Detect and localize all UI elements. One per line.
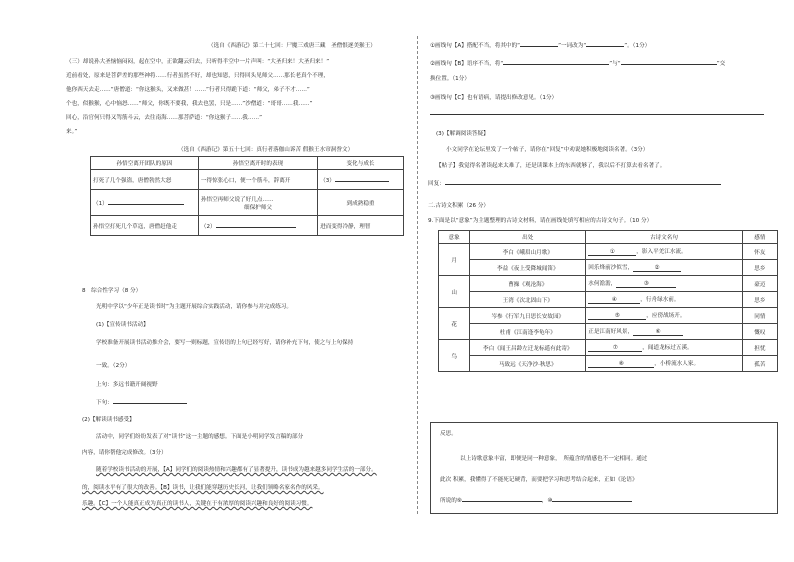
table-header: 古诗文名句 — [586, 231, 742, 244]
reply-field[interactable]: 回复： — [428, 180, 721, 188]
table-header: 感情 — [742, 231, 777, 244]
page-divider — [417, 36, 418, 514]
table-header: 意象 — [439, 231, 470, 244]
q8-2-body: 活动中，同学们纷纷发表了对“读书”这一主题的感想。下面是小明同学发言稿的部分 — [96, 434, 304, 440]
q8-2-body: 内容，请你帮他完成修改。（3分） — [82, 450, 167, 456]
source-cell: 李益《夜上受降城闻笛》 — [470, 260, 586, 276]
poem-table — [438, 230, 778, 372]
poem-cell[interactable]: 回乐烽前沙似雪， ② — [586, 260, 742, 276]
table-header: 孙悟空离开时的表现 — [198, 157, 317, 170]
table-cell: 到成熟稳重 — [318, 190, 404, 216]
r-question-1[interactable]: ①画线句【A】搭配不当，将其中的“ ”一词改为“ ”。（1分） — [430, 43, 651, 49]
emotion-cell: 怀友 — [742, 244, 777, 260]
source-cell: 李白《峨眉山月歌》 — [470, 244, 586, 260]
passage-line: （三）却说孙大圣恼恼闷闷，起在空中，正欲翻云归去，只听得半空中一片声叫：“大圣归来！大圣归来！” — [66, 59, 330, 65]
q3-title: (3)【解调阅读答疑】 — [436, 131, 489, 137]
source-cell: 岑参《行军九日思长安故园》 — [470, 308, 586, 324]
reflection-title: 反思。 — [440, 431, 457, 437]
q8-1-up: 上句：多远书籍开阔视野 — [96, 382, 158, 388]
table-cell: 孙悟空打死几个草寇，唐僧赶他走 — [91, 216, 199, 236]
table-cell: 进而变得冷静，理智 — [318, 216, 404, 236]
source-line-1: （选自《西游记》第二十七回：尸魔三戏唐三藏 圣僧恨逐美猴王） — [208, 43, 376, 49]
table-cell-blank[interactable]: （2） — [198, 216, 317, 236]
q8-1-down[interactable]: 下句： — [96, 399, 187, 407]
emotion-cell: 孤苦 — [742, 356, 777, 372]
source-line-2: （选自《西游记》第五十七回：真行者落伽山诉苦 假猴王水帘洞誊文） — [178, 147, 354, 153]
q8-2-para: 的，阅读水平有了很大的改善。【B】读书，让我们能穿越历史长河，让我们领略名家名作的风采。 — [82, 485, 324, 491]
image-cell: 山 — [439, 276, 470, 308]
answer-line[interactable] — [430, 114, 764, 115]
passage-line: 个也，似猴猴，心中恼怒……“师父，你既不要我，我去也罢，只是……”沙僧道：“哥哥……我……” — [66, 101, 313, 107]
poem-cell[interactable]: ① ，影入平羌江水流。 — [586, 244, 742, 260]
r-question-2b: 换位置。（1分） — [430, 76, 470, 82]
table-cell: 打死了几个强盗，唐僧勃然大怒 — [91, 170, 199, 190]
table-cell: 一得惊张心口，便一个筋斗，辞离开 — [198, 170, 317, 190]
q8-2-para: 乐趣。【C】一个人能真正成为真正的读书人，关键在于有浓厚的阅读兴趣和良好的阅读习惯。 — [82, 501, 313, 507]
emotion-cell: 担忧 — [742, 340, 777, 356]
emotion-cell: 思乡 — [742, 292, 777, 308]
r-question-2[interactable]: ②画线句【B】语序不当，将“ ”与“ ”交 — [430, 61, 726, 67]
section-2-title: 二.古诗文积累（26 分） — [428, 203, 490, 209]
poem-cell[interactable]: ⑧ ，小桥流水人家。 — [586, 356, 742, 372]
q8-2-para: 随着学校读书活动的开展，【A】同学们的阅读热情和兴趣都有了显著提升，读书成为越来越多同学生活的一部分。 — [96, 467, 377, 473]
source-cell: 曹操《观沧海》 — [470, 276, 586, 292]
reflection-blanks[interactable]: 所说的⑨ ，⑩ — [440, 497, 632, 505]
reflection-line: 此次 积累，我懂得了不能死记硬背，而要把学习和思考结合起来，正如《论语》 — [440, 477, 638, 483]
r-question-3: ③画线句【C】也有语病，请提出修改意见。（1分） — [430, 95, 558, 101]
q8-1-body: 一致。（2分） — [96, 363, 131, 369]
source-cell: 马致远《天净沙·秋思》 — [470, 356, 586, 372]
post-text: 【帖子】我觉得名著读起来太难了，还是读课本上的东西就够了，我以后不打算去看名著了。 — [436, 163, 666, 169]
passage-line: 他你西天去走……“唐僧道：“你这猴头，又来做甚！……”行者只得跪下道：“师父，弟子不才……” — [66, 87, 310, 93]
table-cell: 孙悟空再师父说了好几点…… 细保护师父 — [198, 190, 317, 216]
source-cell: 杜甫《江南逢李龟年》 — [470, 324, 586, 340]
table-header: 变化与成长 — [318, 157, 404, 170]
passage-line: 来。” — [66, 129, 78, 135]
emotion-cell: 豪迈 — [742, 276, 777, 292]
source-cell: 李白《闻王昌龄左迁龙标遥有此寄》 — [470, 340, 586, 356]
image-cell: 花 — [439, 308, 470, 340]
emotion-cell: 思乡 — [742, 260, 777, 276]
q8-intro: 光明中学以“少年正是读书时”为主题开展综合实践活动，请你参与并完成练习。 — [96, 304, 292, 310]
q9-text: 9.下面是以“意象”为主题整理的古诗文材料，请在画线处填写相应的古诗文句子。（10 分） — [428, 218, 653, 224]
table-cell-blank[interactable]: （3） — [318, 170, 404, 190]
table-cell-blank[interactable]: （1） — [91, 190, 199, 216]
table-header: 孙悟空离开团队的原因 — [91, 157, 199, 170]
passage-line: 近前看处，原来是菩萨差的那些神将……行者虽然不好，却也知恩，只得回头见师父……那长老真个不理， — [66, 73, 329, 79]
passage-line: 回心，沿官何只得又驾筋斗云，去往南海……那菩萨道：“你这猴子……我……” — [66, 115, 262, 121]
poem-cell[interactable]: ⑦ ，闻道龙标过五溪。 — [586, 340, 742, 356]
q8-title: 8 综合性学习（8 分） — [82, 288, 142, 294]
q8-1-title: (1)【宣传读书活动】 — [96, 322, 149, 328]
image-cell: 鸟 — [439, 340, 470, 372]
image-cell: 月 — [439, 244, 470, 276]
poem-cell[interactable]: ⑤ ，应傍战场开。 — [586, 308, 742, 324]
q3-body: 小文同学在论坛里发了一个帖子，请你在“回复”中劝说她积极地阅读名著。（3分） — [446, 147, 649, 153]
table-header: 出处 — [470, 231, 586, 244]
poem-cell[interactable]: 正是江南好风景， ⑥ — [586, 324, 742, 340]
emotion-cell: 同情 — [742, 308, 777, 324]
source-cell: 王湾《次北固山下》 — [470, 292, 586, 308]
story-table — [90, 156, 404, 236]
q8-2-title: (2)【解读读书感受】 — [82, 417, 135, 423]
emotion-cell: 慨叹 — [742, 324, 777, 340]
reflection-line: 以上诗歌意象丰富，即便是同一种意象， 所蕴含的情感也不一定相同。通过 — [460, 456, 648, 462]
poem-cell[interactable]: ④ ，行舟绿水前。 — [586, 292, 742, 308]
poem-cell[interactable]: 水何澹澹， ③ — [586, 276, 742, 292]
q8-1-body: 学校准备开展读书活动推介会，要写一则标题，宣传语的上句已经写好，请你补充下句，使之与上句保持 — [96, 340, 354, 346]
